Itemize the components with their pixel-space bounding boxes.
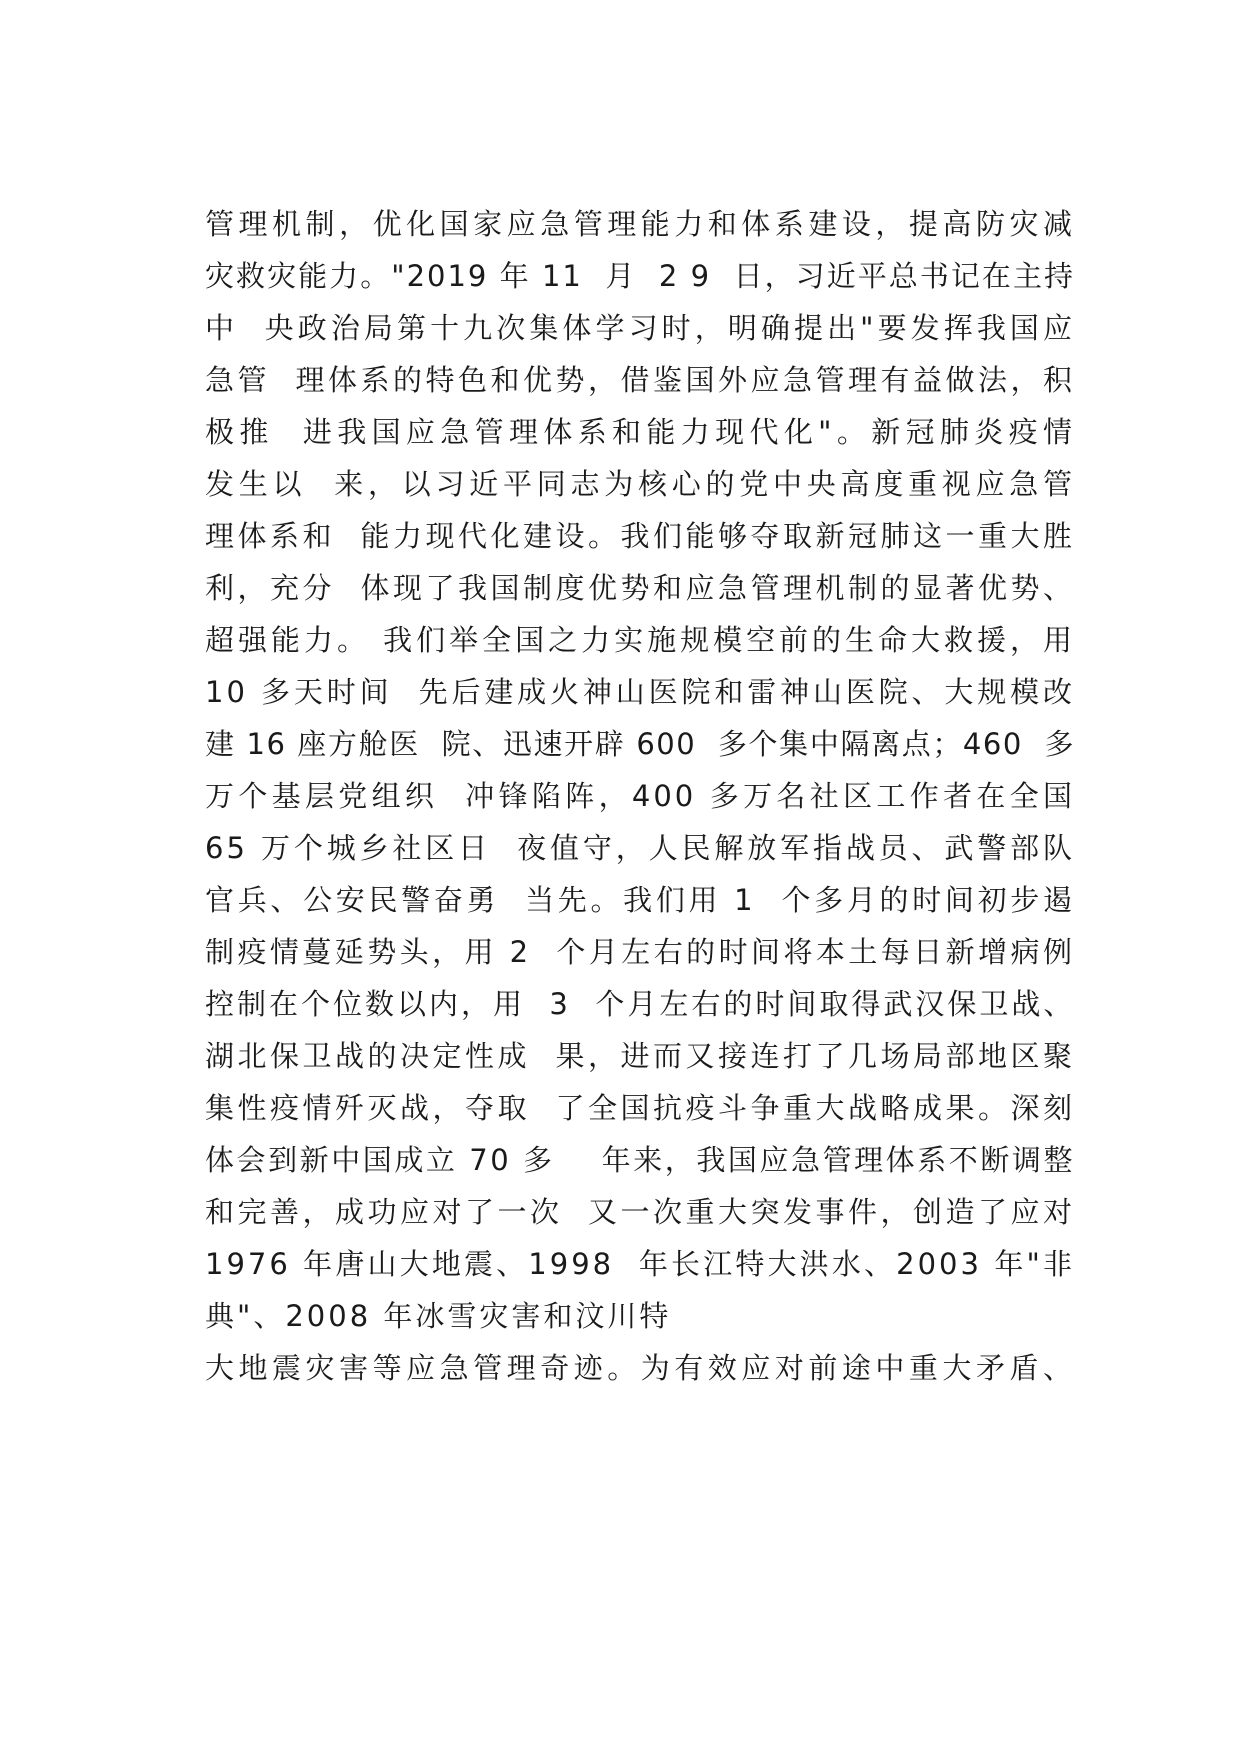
text-line: 理体系和 能力现代化建设。我们能够夺取新冠肺这一重大胜 [205, 519, 1075, 553]
text-line: 1976 年唐山大地震、1998 年长江特大洪水、2003 年"非 [205, 1247, 1075, 1281]
text-line: 发生以 来，以习近平同志为核心的党中央高度重视应急管 [205, 467, 1075, 501]
text-line: 10 多天时间 先后建成火神山医院和雷神山医院、大规模改 [205, 675, 1075, 709]
text-line: 典"、2008 年冰雪灾害和汶川特 [205, 1299, 672, 1333]
text-line: 万个基层党组织 冲锋陷阵，400 多万名社区工作者在全国 [205, 779, 1075, 813]
text-line: 和完善，成功应对了一次 又一次重大突发事件，创造了应对 [205, 1195, 1075, 1229]
text-line: 管理机制，优化国家应急管理能力和体系建设，提高防灾减 [205, 207, 1075, 241]
text-line: 集性疫情歼灭战，夺取 了全国抗疫斗争重大战略成果。深刻 [205, 1091, 1075, 1125]
text-line: 官兵、公安民警奋勇 当先。我们用 1 个多月的时间初步遏 [205, 883, 1075, 917]
text-line: 湖北保卫战的决定性成 果，进而又接连打了几场局部地区聚 [205, 1039, 1075, 1073]
text-line: 体会到新中国成立 70 多 年来，我国应急管理体系不断调整 [205, 1143, 1075, 1177]
text-line: 中 央政治局第十九次集体学习时，明确提出"要发挥我国应 [205, 311, 1075, 345]
text-line: 控制在个位数以内，用 3 个月左右的时间取得武汉保卫战、 [205, 987, 1076, 1021]
text-line: 大地震灾害等应急管理奇迹。为有效应对前途中重大矛盾、 [205, 1351, 1075, 1385]
text-line: 利，充分 体现了我国制度优势和应急管理机制的显著优势、 [205, 571, 1075, 605]
text-line: 超强能力。 我们举全国之力实施规模空前的生命大救援，用 [205, 623, 1075, 657]
text-line: 灾救灾能力。"2019 年 11 月 2 9 日，习近平总书记在主持 [205, 259, 1075, 293]
text-line: 急管 理体系的特色和优势，借鉴国外应急管理有益做法，积 [205, 363, 1075, 397]
body-paragraph [205, 198, 1075, 1394]
text-line: 建 16 座方舱医 院、迅速开辟 600 多个集中隔离点；460 多 [205, 727, 1075, 761]
text-line: 极推 进我国应急管理体系和能力现代化"。新冠肺炎疫情 [205, 415, 1075, 449]
text-line: 制疫情蔓延势头，用 2 个月左右的时间将本土每日新增病例 [205, 935, 1075, 969]
text-line: 65 万个城乡社区日 夜值守，人民解放军指战员、武警部队 [205, 831, 1075, 865]
